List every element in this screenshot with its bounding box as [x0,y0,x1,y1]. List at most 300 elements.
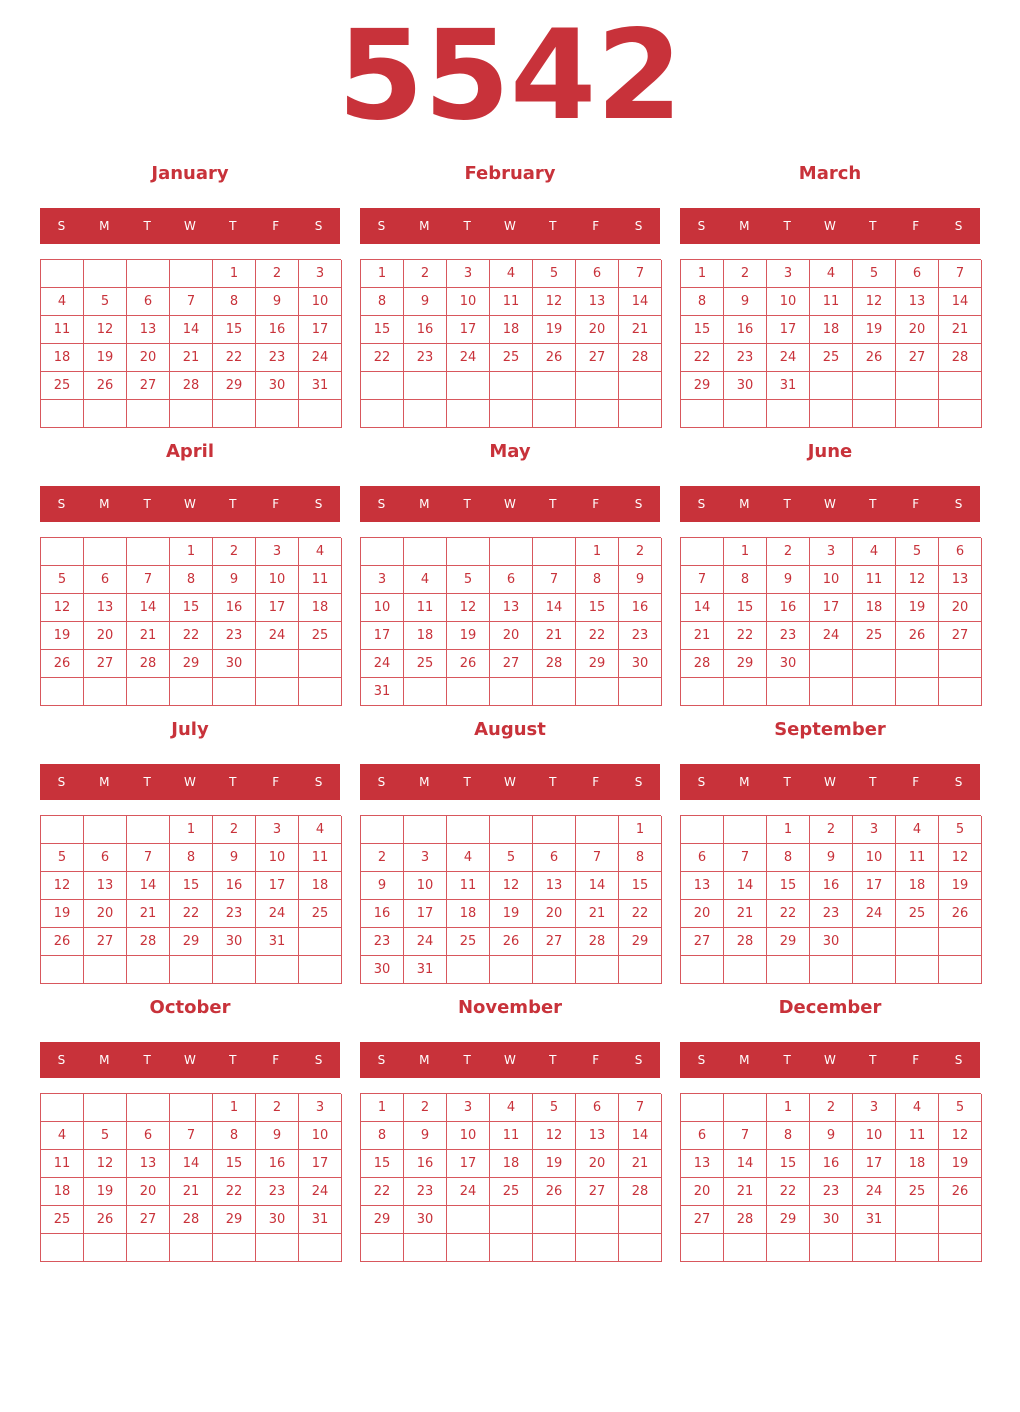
weekday-label: F [272,1053,280,1067]
day-cell: 24 [404,928,447,956]
day-cell: 6 [681,1122,724,1150]
day-cell: 27 [127,372,170,400]
day-cell: 28 [619,344,662,372]
day-cell: 16 [361,900,404,928]
day-cell: 26 [490,928,533,956]
empty-cell [447,816,490,844]
day-cell: 29 [576,650,619,678]
weekday-label: W [184,219,196,233]
day-cell: 13 [84,594,127,622]
weekday-label: T [869,219,877,233]
day-cell: 10 [256,566,299,594]
day-cell: 17 [299,1150,342,1178]
weekday-header [360,486,660,522]
day-cell: 11 [853,566,896,594]
day-cell: 29 [361,1206,404,1234]
day-cell: 19 [533,1150,576,1178]
day-cell: 24 [810,622,853,650]
day-cell: 23 [724,344,767,372]
day-cell: 1 [767,1094,810,1122]
empty-cell [84,1094,127,1122]
day-cell: 18 [41,344,84,372]
empty-cell [447,956,490,984]
day-cell: 9 [810,844,853,872]
day-cell: 14 [533,594,576,622]
empty-cell [853,650,896,678]
empty-cell [939,400,982,428]
day-grid [680,1093,981,1262]
day-cell: 10 [853,844,896,872]
day-cell: 7 [724,844,767,872]
weekday-label: T [229,497,237,511]
day-cell: 29 [170,928,213,956]
day-cell: 3 [853,1094,896,1122]
day-cell: 6 [681,844,724,872]
empty-cell [681,400,724,428]
empty-cell [767,400,810,428]
day-cell: 4 [853,538,896,566]
day-cell: 20 [576,316,619,344]
day-cell: 3 [256,538,299,566]
day-cell: 5 [41,566,84,594]
empty-cell [361,372,404,400]
weekday-label: T [463,775,471,789]
weekday-label: T [143,1053,151,1067]
day-cell: 22 [724,622,767,650]
day-cell: 25 [853,622,896,650]
weekday-label: T [229,1053,237,1067]
day-cell: 19 [41,900,84,928]
day-cell: 11 [299,844,342,872]
day-cell: 14 [127,872,170,900]
day-cell: 2 [361,844,404,872]
day-cell: 3 [447,260,490,288]
empty-cell [41,1234,84,1262]
day-cell: 2 [213,816,256,844]
weekday-label: M [99,497,110,511]
day-cell: 28 [127,650,170,678]
day-cell: 28 [619,1178,662,1206]
day-cell: 13 [84,872,127,900]
day-cell: 12 [939,1122,982,1150]
day-cell: 7 [533,566,576,594]
weekday-label: S [634,219,643,233]
day-grid [360,1093,661,1262]
day-cell: 17 [256,594,299,622]
day-cell: 20 [939,594,982,622]
day-cell: 5 [84,288,127,316]
weekday-label: F [912,219,920,233]
weekday-label: M [419,775,430,789]
day-cell: 8 [767,844,810,872]
day-cell: 8 [619,844,662,872]
weekday-label: S [57,219,66,233]
day-cell: 3 [404,844,447,872]
empty-cell [533,956,576,984]
day-cell: 11 [810,288,853,316]
day-cell: 3 [299,1094,342,1122]
day-cell: 19 [84,1178,127,1206]
day-cell: 4 [896,816,939,844]
day-cell: 8 [213,1122,256,1150]
month-name: June [807,441,853,462]
empty-cell [939,956,982,984]
day-cell: 13 [127,1150,170,1178]
day-cell: 14 [724,1150,767,1178]
weekday-label: F [592,1053,600,1067]
day-cell: 16 [256,316,299,344]
day-cell: 9 [213,844,256,872]
empty-cell [576,1206,619,1234]
day-cell: 29 [213,372,256,400]
day-cell: 14 [576,872,619,900]
day-cell: 15 [361,316,404,344]
day-cell: 22 [213,1178,256,1206]
day-cell: 9 [256,288,299,316]
day-cell: 10 [767,288,810,316]
day-cell: 6 [490,566,533,594]
day-cell: 28 [170,372,213,400]
empty-cell [170,1234,213,1262]
day-cell: 1 [681,260,724,288]
day-cell: 9 [404,1122,447,1150]
weekday-label: M [739,1053,750,1067]
day-cell: 1 [170,816,213,844]
day-cell: 28 [170,1206,213,1234]
day-cell: 5 [896,538,939,566]
day-cell: 14 [619,1122,662,1150]
empty-cell [447,1234,490,1262]
day-cell: 20 [533,900,576,928]
empty-cell [490,678,533,706]
month-name: April [165,441,215,462]
empty-cell [939,1234,982,1262]
empty-cell [619,1234,662,1262]
empty-cell [533,1206,576,1234]
day-cell: 5 [41,844,84,872]
weekday-label: S [634,1053,643,1067]
day-cell: 27 [84,928,127,956]
day-cell: 23 [767,622,810,650]
empty-cell [299,1234,342,1262]
day-cell: 21 [170,1178,213,1206]
day-cell: 18 [299,872,342,900]
day-cell: 18 [853,594,896,622]
day-cell: 14 [170,1150,213,1178]
day-cell: 30 [256,1206,299,1234]
weekday-label: T [783,775,791,789]
empty-cell [361,400,404,428]
day-cell: 18 [896,1150,939,1178]
empty-cell [404,1234,447,1262]
day-cell: 1 [576,538,619,566]
empty-cell [256,956,299,984]
day-cell: 30 [361,956,404,984]
empty-cell [767,1234,810,1262]
empty-cell [213,400,256,428]
day-cell: 22 [170,900,213,928]
empty-cell [41,956,84,984]
day-cell: 28 [724,928,767,956]
day-cell: 30 [213,928,256,956]
day-cell: 8 [361,1122,404,1150]
day-cell: 10 [810,566,853,594]
empty-cell [724,400,767,428]
day-cell: 17 [299,316,342,344]
weekday-label: T [463,497,471,511]
empty-cell [619,1206,662,1234]
weekday-label: M [99,775,110,789]
weekday-label: S [314,219,323,233]
day-cell: 2 [404,260,447,288]
day-cell: 15 [170,594,213,622]
empty-cell [533,400,576,428]
day-cell: 20 [490,622,533,650]
empty-cell [681,538,724,566]
weekday-label: T [783,497,791,511]
day-cell: 19 [84,344,127,372]
weekday-header [680,764,980,800]
day-cell: 18 [490,316,533,344]
day-cell: 7 [127,566,170,594]
empty-cell [681,678,724,706]
day-cell: 16 [213,872,256,900]
month-name: January [151,163,229,184]
day-cell: 27 [533,928,576,956]
empty-cell [256,400,299,428]
day-cell: 12 [490,872,533,900]
weekday-label: F [912,1053,920,1067]
day-cell: 16 [619,594,662,622]
weekday-header [360,1042,660,1078]
weekday-label: T [869,497,877,511]
empty-cell [41,816,84,844]
day-cell: 8 [213,288,256,316]
day-cell: 2 [810,816,853,844]
empty-cell [681,1234,724,1262]
day-cell: 15 [576,594,619,622]
day-cell: 30 [213,650,256,678]
day-cell: 21 [533,622,576,650]
empty-cell [767,678,810,706]
day-cell: 14 [681,594,724,622]
day-cell: 5 [939,816,982,844]
empty-cell [896,678,939,706]
day-cell: 9 [724,288,767,316]
day-cell: 19 [490,900,533,928]
weekday-label: T [549,1053,557,1067]
day-cell: 31 [299,1206,342,1234]
day-cell: 15 [619,872,662,900]
empty-cell [853,1234,896,1262]
day-cell: 17 [810,594,853,622]
empty-cell [896,372,939,400]
empty-cell [896,956,939,984]
day-cell: 14 [170,316,213,344]
empty-cell [404,372,447,400]
day-cell: 11 [896,1122,939,1150]
day-cell: 4 [896,1094,939,1122]
day-cell: 31 [404,956,447,984]
empty-cell [299,650,342,678]
empty-cell [213,1234,256,1262]
day-cell: 2 [256,1094,299,1122]
day-cell: 6 [896,260,939,288]
day-cell: 15 [767,1150,810,1178]
day-grid [360,259,661,428]
day-cell: 28 [724,1206,767,1234]
day-cell: 10 [299,1122,342,1150]
day-cell: 2 [724,260,767,288]
day-cell: 10 [256,844,299,872]
day-cell: 27 [490,650,533,678]
empty-cell [361,538,404,566]
empty-cell [170,678,213,706]
weekday-label: T [143,775,151,789]
day-cell: 13 [576,288,619,316]
day-cell: 8 [767,1122,810,1150]
day-cell: 5 [447,566,490,594]
day-cell: 16 [256,1150,299,1178]
day-cell: 15 [213,316,256,344]
day-cell: 18 [810,316,853,344]
empty-cell [619,372,662,400]
empty-cell [576,678,619,706]
empty-cell [404,678,447,706]
weekday-header [40,764,340,800]
day-cell: 7 [170,1122,213,1150]
day-cell: 22 [361,344,404,372]
day-cell: 9 [256,1122,299,1150]
day-cell: 23 [256,1178,299,1206]
month-name: July [171,719,209,740]
day-cell: 7 [619,1094,662,1122]
weekday-label: S [314,1053,323,1067]
day-cell: 26 [41,928,84,956]
empty-cell [256,678,299,706]
day-cell: 20 [84,622,127,650]
weekday-label: W [504,219,516,233]
empty-cell [213,678,256,706]
weekday-label: F [592,497,600,511]
day-cell: 17 [361,622,404,650]
weekday-header [680,1042,980,1078]
day-cell: 4 [490,260,533,288]
day-cell: 13 [533,872,576,900]
day-cell: 11 [41,1150,84,1178]
day-cell: 21 [170,344,213,372]
empty-cell [576,956,619,984]
empty-cell [939,678,982,706]
day-cell: 28 [127,928,170,956]
weekday-label: S [314,775,323,789]
weekday-label: T [229,775,237,789]
day-cell: 3 [447,1094,490,1122]
day-cell: 8 [170,566,213,594]
day-cell: 6 [127,288,170,316]
day-cell: 23 [213,900,256,928]
year-title: 5542 [337,4,683,148]
weekday-label: W [824,775,836,789]
day-cell: 23 [256,344,299,372]
empty-cell [404,400,447,428]
empty-cell [896,928,939,956]
weekday-label: S [314,497,323,511]
day-cell: 25 [404,650,447,678]
weekday-label: T [549,219,557,233]
day-cell: 6 [533,844,576,872]
weekday-label: W [184,497,196,511]
day-cell: 18 [447,900,490,928]
day-cell: 6 [576,260,619,288]
day-cell: 18 [404,622,447,650]
day-cell: 3 [767,260,810,288]
day-cell: 20 [681,1178,724,1206]
empty-cell [896,1234,939,1262]
weekday-label: S [57,775,66,789]
day-cell: 24 [853,900,896,928]
day-cell: 2 [256,260,299,288]
empty-cell [896,1206,939,1234]
empty-cell [576,372,619,400]
day-cell: 9 [619,566,662,594]
empty-cell [84,538,127,566]
day-cell: 31 [767,372,810,400]
day-cell: 6 [127,1122,170,1150]
empty-cell [619,400,662,428]
empty-cell [447,538,490,566]
empty-cell [84,816,127,844]
empty-cell [533,678,576,706]
day-cell: 13 [896,288,939,316]
day-cell: 30 [767,650,810,678]
day-cell: 13 [939,566,982,594]
weekday-label: W [824,1053,836,1067]
day-grid [40,537,341,706]
weekday-label: F [272,775,280,789]
weekday-label: S [377,775,386,789]
empty-cell [490,372,533,400]
month-name: September [774,719,886,740]
weekday-label: M [739,775,750,789]
day-cell: 12 [896,566,939,594]
day-cell: 1 [361,1094,404,1122]
day-cell: 19 [896,594,939,622]
day-cell: 21 [681,622,724,650]
weekday-label: W [184,775,196,789]
weekday-label: T [463,1053,471,1067]
weekday-label: M [99,219,110,233]
weekday-header [680,208,980,244]
day-grid [40,1093,341,1262]
day-cell: 17 [447,316,490,344]
day-cell: 7 [619,260,662,288]
day-cell: 3 [810,538,853,566]
day-cell: 23 [213,622,256,650]
day-cell: 21 [619,1150,662,1178]
day-cell: 22 [619,900,662,928]
day-cell: 5 [84,1122,127,1150]
day-cell: 12 [84,1150,127,1178]
empty-cell [170,260,213,288]
day-cell: 23 [404,344,447,372]
empty-cell [447,1206,490,1234]
empty-cell [299,678,342,706]
day-cell: 20 [84,900,127,928]
day-cell: 12 [41,594,84,622]
empty-cell [447,678,490,706]
empty-cell [896,400,939,428]
